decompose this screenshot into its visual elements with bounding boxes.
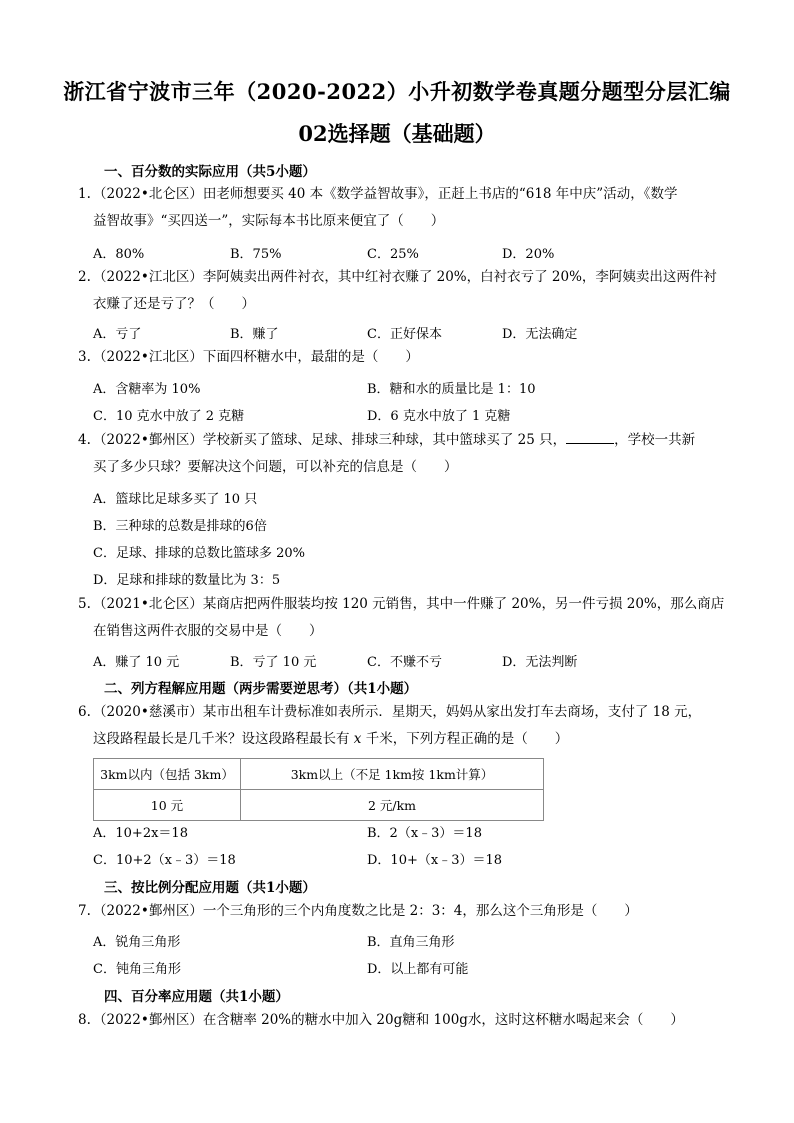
option-c[interactable]: C．10 克水中放了 2 克糖	[93, 409, 245, 424]
option-c[interactable]: C．不赚不亏	[367, 655, 442, 670]
table-cell: 2 元/km	[241, 790, 544, 821]
document-title: 浙江省宁波市三年（2020-2022）小升初数学卷真题分题型分层汇编	[63, 79, 731, 104]
question-3	[78, 344, 728, 371]
option-b[interactable]: B．糖和水的质量比是 1：10	[367, 382, 536, 397]
option-d[interactable]: D．20%	[502, 247, 555, 262]
question-text-part: 千米，下列方程正确的是（ ）	[361, 731, 569, 747]
option-c[interactable]: C．足球、排球的总数比篮球多 20%	[93, 546, 305, 561]
option-c[interactable]: C．正好保本	[367, 327, 442, 342]
question-7	[78, 898, 728, 925]
question-5	[78, 591, 728, 645]
question-number: 2.	[78, 269, 91, 285]
fare-table	[93, 758, 544, 821]
option-d[interactable]: D．6 克水中放了 1 克糖	[367, 409, 511, 424]
option-b[interactable]: B．2（x﹣3）＝18	[367, 826, 482, 841]
question-number: 7.	[78, 903, 91, 919]
question-number: 3.	[78, 349, 91, 365]
table-header-cell: 3km以内（包括 3km）	[94, 759, 241, 790]
table-row	[94, 790, 544, 821]
question-text-part: 这段路程最长是几千米？设这段路程最长有	[93, 731, 354, 747]
option-c[interactable]: C．钝角三角形	[93, 962, 181, 977]
table-header-cell: 3km以上（不足 1km按 1km计算）	[241, 759, 544, 790]
option-c[interactable]: C．10+2（x﹣3）＝18	[93, 853, 236, 868]
document-subtitle: 02选择题（基础题）	[298, 121, 496, 146]
section-heading-3: 三、按比例分配应用题（共1小题）	[104, 880, 316, 896]
question-text-line: （2022•鄞州区）在含糖率 20%的糖水中加入 20g糖和 100g水，这时这杯糖水喝起来会（ ）	[93, 1012, 684, 1028]
option-b[interactable]: B．75%	[230, 247, 282, 262]
variable-x: x	[353, 731, 362, 747]
question-text-line	[93, 726, 728, 753]
option-a[interactable]: A．篮球比足球多买了 10 只	[93, 492, 258, 507]
option-b[interactable]: B．亏了 10 元	[230, 655, 317, 670]
question-text-part: （2022•鄞州区）学校新买了篮球、足球、排球三种球，其中篮球买了 25 只，	[93, 432, 567, 448]
option-d[interactable]: D．足球和排球的数量比为 3：5	[93, 573, 281, 588]
question-number: 8.	[78, 1012, 91, 1028]
question-4	[78, 427, 728, 481]
question-text-line: （2020•慈溪市）某市出租车计费标准如表所示．星期天，妈妈从家出发打车去商场，支付了 18 元，	[93, 704, 702, 720]
question-text-line: （2021•北仑区）某商店把两件服装均按 120 元销售，其中一件赚了 20%，另一件亏损 20%，那么商店	[93, 596, 725, 612]
question-text-line: 益智故事》“买四送一”，实际每本书比原来便宜了（ ）	[93, 213, 445, 229]
table-row	[94, 759, 544, 790]
option-a[interactable]: A．锐角三角形	[93, 935, 181, 950]
option-d[interactable]: D．无法确定	[502, 327, 578, 342]
question-text-line: （2022•江北区）李阿姨卖出两件衬衣，其中红衬衣赚了 20%，白衬衣亏了 20%，李阿姨卖出这两件衬	[93, 269, 717, 285]
fill-blank[interactable]	[566, 429, 614, 444]
question-1	[78, 181, 728, 235]
option-b[interactable]: B．赚了	[230, 327, 279, 342]
table-cell: 10 元	[94, 790, 241, 821]
option-d[interactable]: D．以上都有可能	[367, 962, 469, 977]
question-text-line: 在销售这两件衣服的交易中是（ ）	[93, 623, 323, 639]
question-text-line: （2022•北仑区）田老师想要买 40 本《数学益智故事》，正赶上书店的“618 年中庆”活动，《数学	[93, 186, 678, 202]
question-number: 5.	[78, 596, 91, 612]
option-a[interactable]: A．80%	[93, 247, 145, 262]
section-heading-1: 一、百分数的实际应用（共5小题）	[104, 164, 316, 180]
section-heading-2: 二、列方程解应用题（两步需要逆思考）（共1小题）	[104, 681, 418, 697]
question-8	[78, 1007, 728, 1034]
question-text-part: ，学校一共新	[614, 432, 696, 448]
question-text-line	[93, 427, 728, 454]
question-text-line: （2022•鄞州区）一个三角形的三个内角度数之比是 2：3：4，那么这个三角形是（ ）	[93, 903, 638, 919]
question-text-line: （2022•江北区）下面四杯糖水中，最甜的是（ ）	[93, 349, 419, 365]
question-2	[78, 264, 728, 318]
section-heading-4: 四、百分率应用题（共1小题）	[104, 989, 289, 1005]
option-a[interactable]: A．亏了	[93, 327, 142, 342]
question-6	[78, 699, 728, 753]
option-c[interactable]: C．25%	[367, 247, 419, 262]
option-b[interactable]: B．三种球的总数是排球的6倍	[93, 519, 267, 534]
option-a[interactable]: A．含糖率为 10%	[93, 382, 201, 397]
question-number: 4.	[78, 432, 91, 448]
question-text-line: 衣赚了还是亏了？（ ）	[93, 296, 255, 312]
option-d[interactable]: D．10+（x﹣3）＝18	[367, 853, 503, 868]
question-text-line: 买了多少只球？要解决这个问题，可以补充的信息是（ ）	[93, 459, 458, 475]
option-b[interactable]: B．直角三角形	[367, 935, 455, 950]
question-number: 6.	[78, 704, 91, 720]
option-d[interactable]: D．无法判断	[502, 655, 578, 670]
question-number: 1.	[78, 186, 91, 202]
option-a[interactable]: A．赚了 10 元	[93, 655, 180, 670]
option-a[interactable]: A．10+2x＝18	[93, 826, 188, 841]
